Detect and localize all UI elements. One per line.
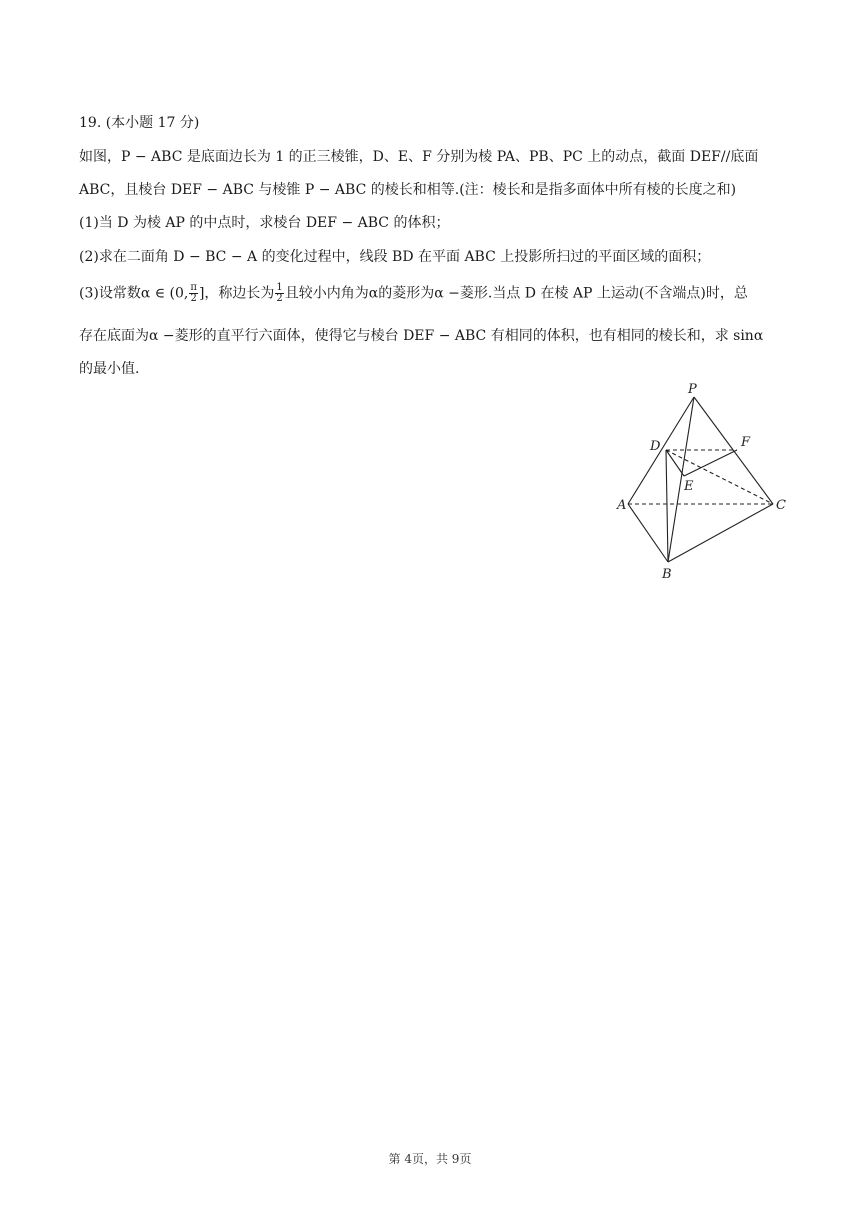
problem-intro-line-2: ABC，且棱台 DEF − ABC 与棱锥 P − ABC 的棱长和相等.(注：棱长和是指多面体中所有棱的长度之和) [79, 182, 737, 198]
label-P: P [688, 382, 697, 397]
problem-intro-line-1: 如图，P − ABC 是底面边长为 1 的正三棱锥，D、E、F 分别为棱 PA、PB、PC 上的动点，截面 DEF//底面 [79, 149, 759, 165]
page-footer: 第 4页，共 9页 [388, 1152, 472, 1166]
part-3-text-c: 且较小内角为α的菱形为α −菱形.当点 D 在棱 AP 上运动(不含端点)时，总 [284, 285, 748, 302]
fraction-numerator: 1 [276, 282, 283, 293]
problem-part-3-line-3: 的最小值. [79, 361, 140, 377]
problem-part-3-line-1 [79, 283, 748, 304]
label-D: D [650, 439, 661, 454]
problem-part-3-line-2: 存在底面为α −菱形的直平行六面体，使得它与棱台 DEF − ABC 有相同的体积，也有相同的棱长和，求 sinα [79, 328, 764, 344]
fraction-pi-over-2 [189, 283, 198, 304]
label-A: A [617, 498, 627, 513]
pyramid-frustum-figure [616, 380, 796, 585]
fraction-denominator: 2 [190, 293, 197, 304]
label-F: F [741, 435, 751, 450]
fraction-one-half [275, 283, 283, 304]
fraction-denominator: 2 [276, 293, 283, 304]
edge-AB [628, 504, 668, 562]
problem-part-2: (2)求在二面角 D − BC − A 的变化过程中，线段 BD 在平面 ABC 上投影所扫过的平面区域的面积； [79, 249, 711, 265]
label-C: C [776, 498, 786, 513]
part-3-text-a: (3)设常数α ∈ (0, [79, 285, 189, 302]
edge-DB [666, 450, 668, 562]
edge-DE [666, 450, 684, 476]
label-E: E [684, 479, 694, 494]
fraction-numerator: π [190, 282, 197, 293]
edge-BC [668, 504, 773, 562]
problem-header: 19. (本小题 17 分) [79, 115, 200, 131]
edge-PC [694, 397, 773, 504]
label-B: B [662, 567, 672, 582]
part-3-text-b: ]，称边长为 [198, 285, 275, 302]
problem-part-1: (1)当 D 为棱 AP 的中点时，求棱台 DEF − ABC 的体积； [79, 215, 450, 231]
